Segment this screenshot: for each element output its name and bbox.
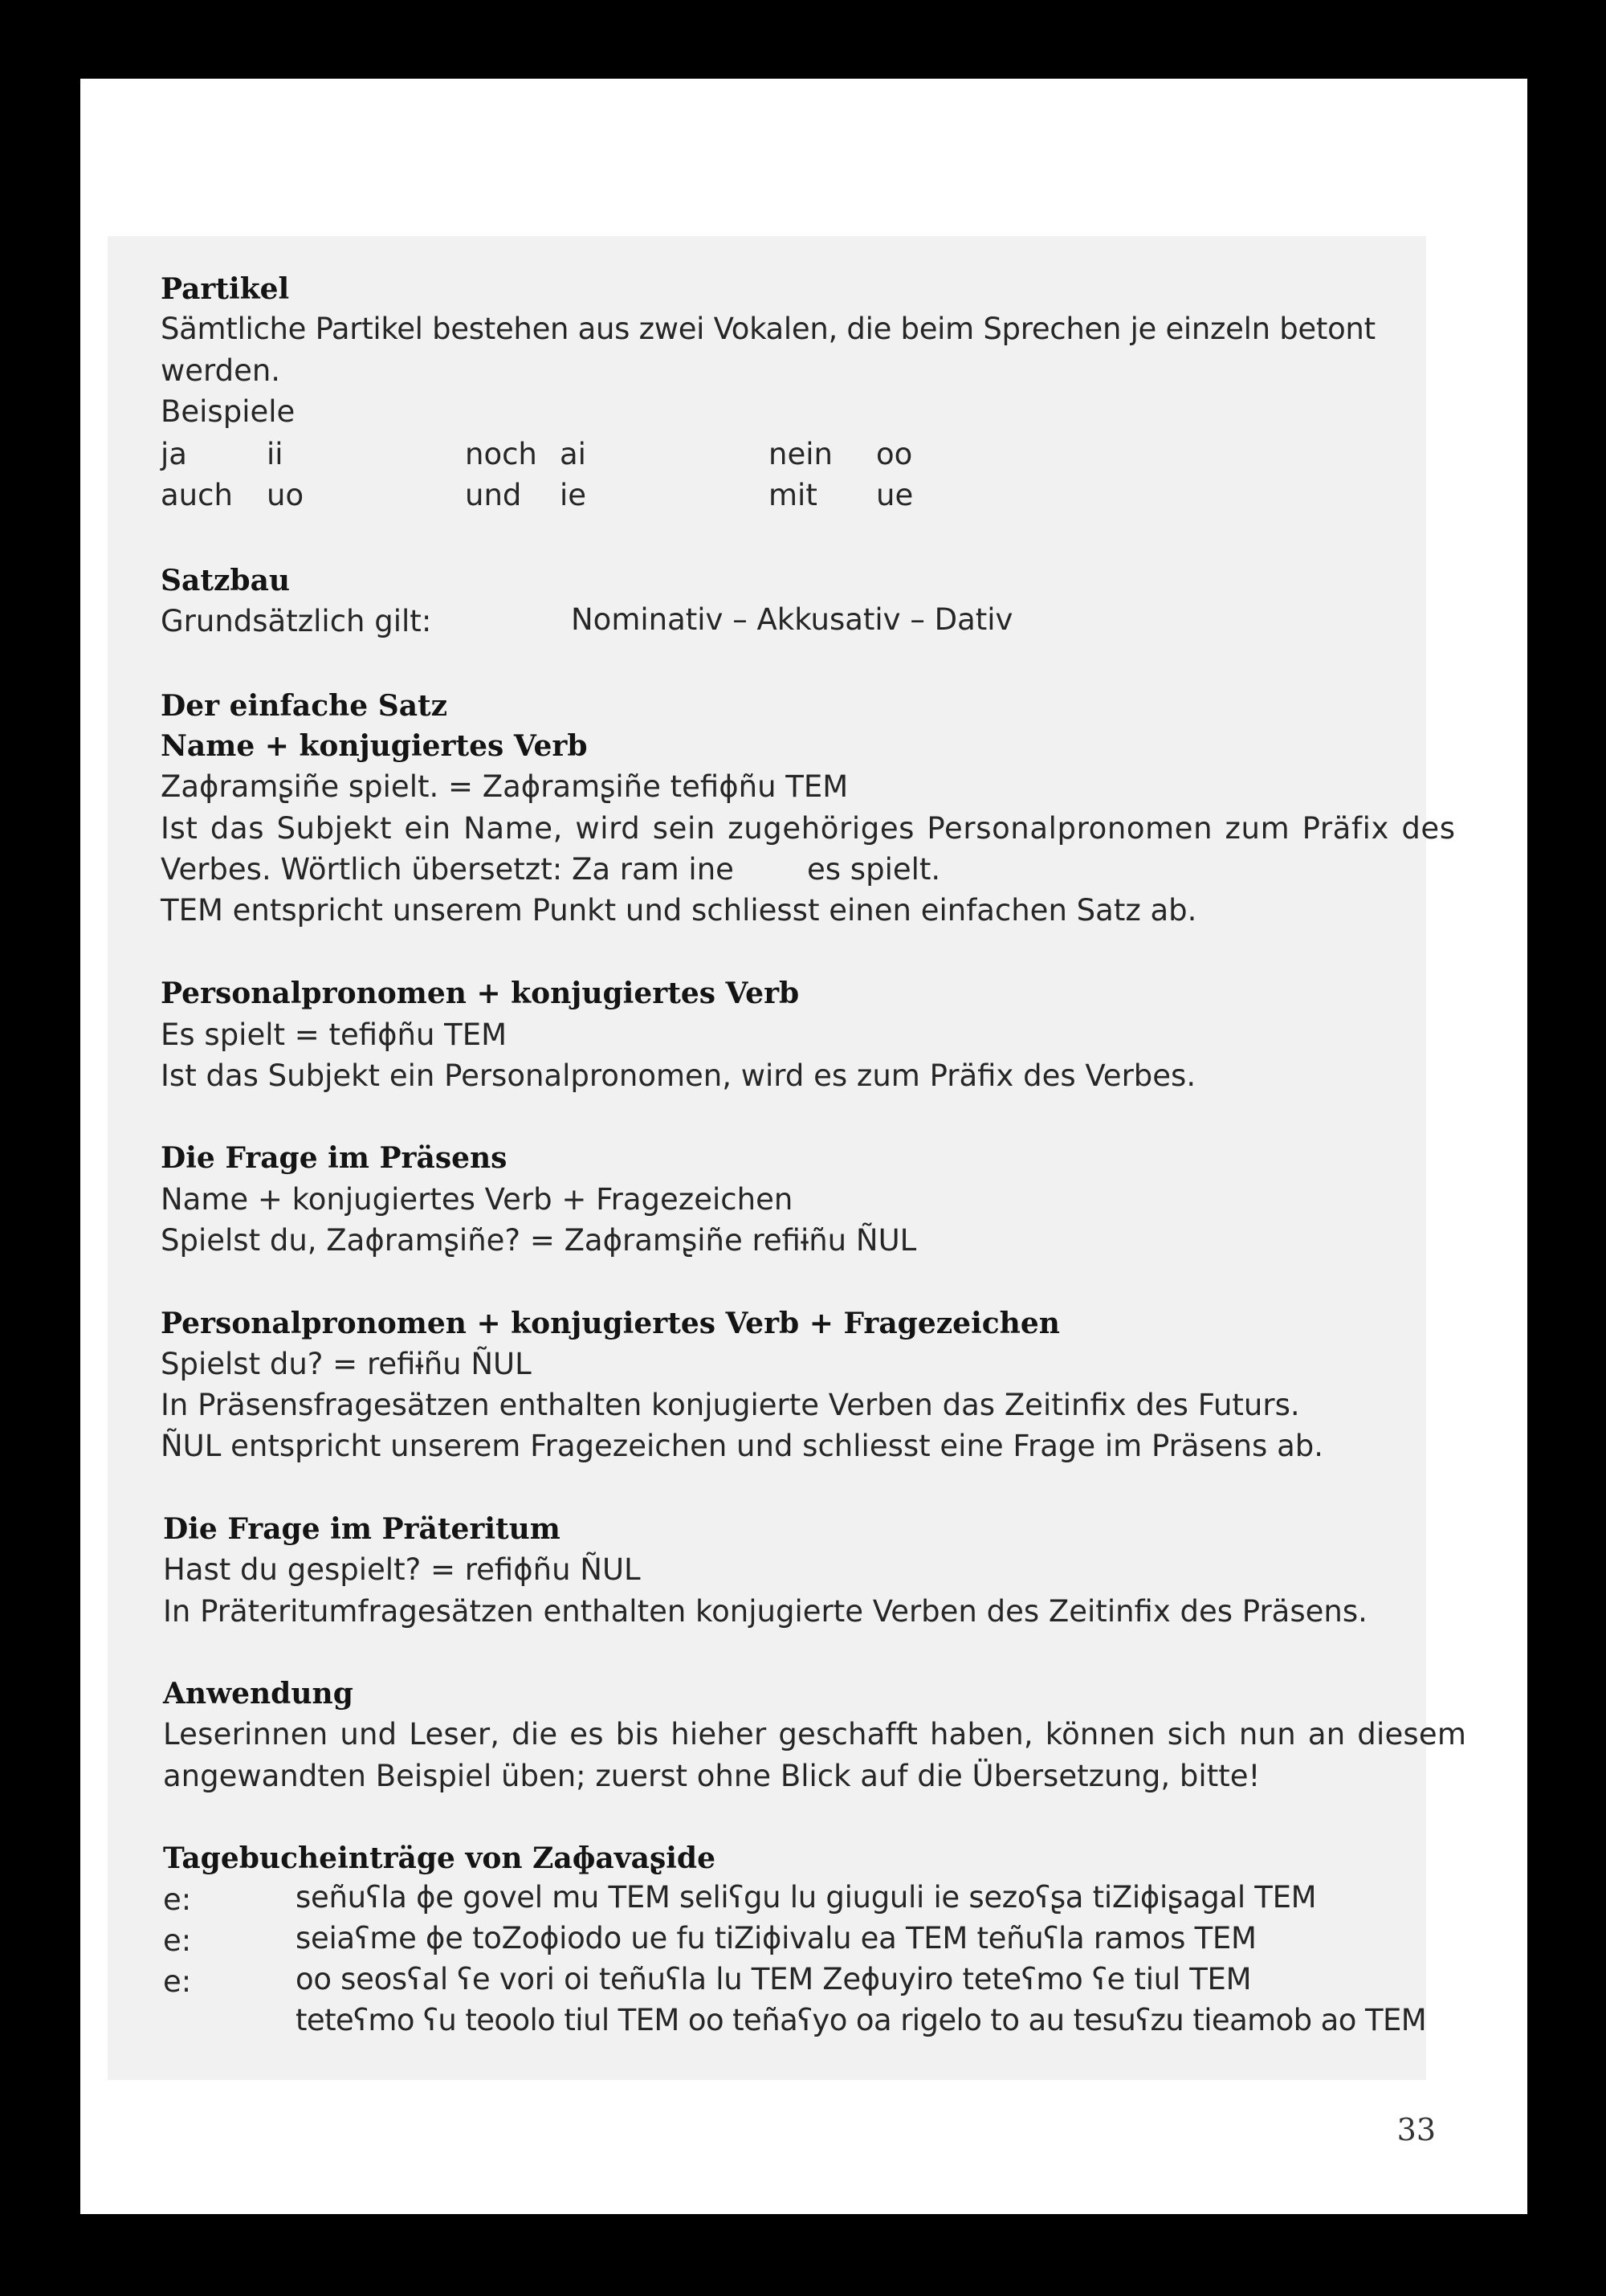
- entry-label: e:: [163, 1882, 192, 1917]
- einfach-text-2: Verbes. Wörtlich übersetzt: Za ram ine: [161, 852, 734, 887]
- personal-text: Ist das Subjekt ein Personalpronomen, wird es zum Präfix des Verbes.: [161, 1058, 1196, 1093]
- frage-praeteritum-line-2: In Präteritumfragesätzen enthalten konjugierte Verben des Zeitinfix des Präsens.: [163, 1594, 1368, 1629]
- particle-word: auch: [161, 478, 233, 512]
- beispiele-label: Beispiele: [161, 394, 296, 429]
- personal-frage-line-2: In Präsensfragesätzen enthalten konjugierte Verben das Zeitinfix des Futurs.: [161, 1388, 1300, 1422]
- heading-frage-praesens: Die Frage im Präsens: [161, 1141, 507, 1175]
- heading-frage-praeteritum: Die Frage im Präteritum: [163, 1512, 560, 1546]
- heading-personalpronomen-frage: Personalpronomen + konjugiertes Verb + Fragezeichen: [161, 1307, 1060, 1340]
- particle-word: nein: [768, 437, 833, 471]
- satzbau-value: Nominativ – Akkusativ – Dativ: [571, 602, 1013, 637]
- particle-value: uo: [267, 478, 304, 512]
- heading-partikel: Partikel: [161, 272, 290, 306]
- partikel-text-line-2: werden.: [161, 353, 281, 388]
- particle-value: ue: [876, 478, 914, 512]
- personal-frage-line-3: ÑUL entspricht unserem Fragezeichen und schliesst eine Frage im Präsens ab.: [161, 1429, 1323, 1463]
- frage-praeteritum-line-1: Hast du gespielt? = refiɸñu ÑUL: [163, 1552, 641, 1587]
- personal-example: Es spielt = tefiɸñu TEM: [161, 1017, 507, 1052]
- heading-personalpronomen: Personalpronomen + konjugiertes Verb: [161, 977, 800, 1010]
- particle-value: ai: [560, 437, 586, 471]
- einfach-example: Zaɸramʂiñe spielt. = Zaɸramʂiñe tefiɸñu TEM: [161, 769, 849, 804]
- anwendung-line-1: Leserinnen und Leser, die es bis hieher geschafft haben, können sich nun an diesem: [163, 1717, 1467, 1752]
- particle-value: ie: [560, 478, 587, 512]
- einfach-text-1: Ist das Subjekt ein Name, wird sein zugehöriges Personalpronomen zum Präfix des: [161, 811, 1456, 846]
- einfach-text-3: TEM entspricht unserem Punkt und schliesst einen einfachen Satz ab.: [161, 893, 1197, 928]
- document-page: [80, 79, 1527, 2214]
- particle-word: und: [465, 478, 522, 512]
- particle-word: noch: [465, 437, 537, 471]
- particle-word: ja: [161, 437, 187, 471]
- heading-satzbau: Satzbau: [161, 564, 291, 597]
- frage-praesens-line-1: Name + konjugiertes Verb + Fragezeichen: [161, 1182, 793, 1217]
- entry-label: e:: [163, 1923, 192, 1958]
- entry-text: oo seosʕal ʕe vori oi teñuʕla lu TEM Zeɸuyiro teteʕmo ʕe tiul TEM: [296, 1962, 1252, 1996]
- heading-einfacher-satz: Der einfache Satz: [161, 689, 448, 723]
- particle-word: mit: [768, 478, 817, 512]
- particle-value: ii: [267, 437, 283, 471]
- entry-text: seiaʕme ɸe toZoɸiodo ue fu tiZiɸivalu ea TEM teñuʕla ramos TEM: [296, 1921, 1257, 1955]
- satzbau-label: Grundsätzlich gilt:: [161, 604, 432, 638]
- partikel-text-line-1: Sämtliche Partikel bestehen aus zwei Vokalen, die beim Sprechen je einzeln betont: [161, 312, 1376, 346]
- particle-value: oo: [876, 437, 913, 471]
- heading-anwendung: Anwendung: [163, 1677, 353, 1711]
- einfach-text-2b: es spielt.: [807, 852, 941, 887]
- heading-tagebuch: Tagebucheinträge von Zaɸavaʂide: [163, 1841, 715, 1875]
- page-number: 33: [1396, 2112, 1436, 2147]
- personal-frage-line-1: Spielst du? = refiɨñu ÑUL: [161, 1347, 532, 1381]
- entry-text: teteʕmo ʕu teoolo tiul TEM oo teñaʕyo oa rigelo to au tesuʕzu tieamob ao TEM: [296, 2003, 1427, 2037]
- subheading-name-verb: Name + konjugiertes Verb: [161, 729, 588, 763]
- anwendung-line-2: angewandten Beispiel üben; zuerst ohne Blick auf die Übersetzung, bitte!: [163, 1759, 1261, 1793]
- entry-label: e:: [163, 1964, 192, 1999]
- frage-praesens-line-2: Spielst du, Zaɸramʂiñe? = Zaɸramʂiñe refiɨñu ÑUL: [161, 1223, 917, 1258]
- entry-text: señuʕla ɸe govel mu TEM seliʕgu lu giuguli ie sezoʕʂa tiZiɸiʂagal TEM: [296, 1880, 1317, 1915]
